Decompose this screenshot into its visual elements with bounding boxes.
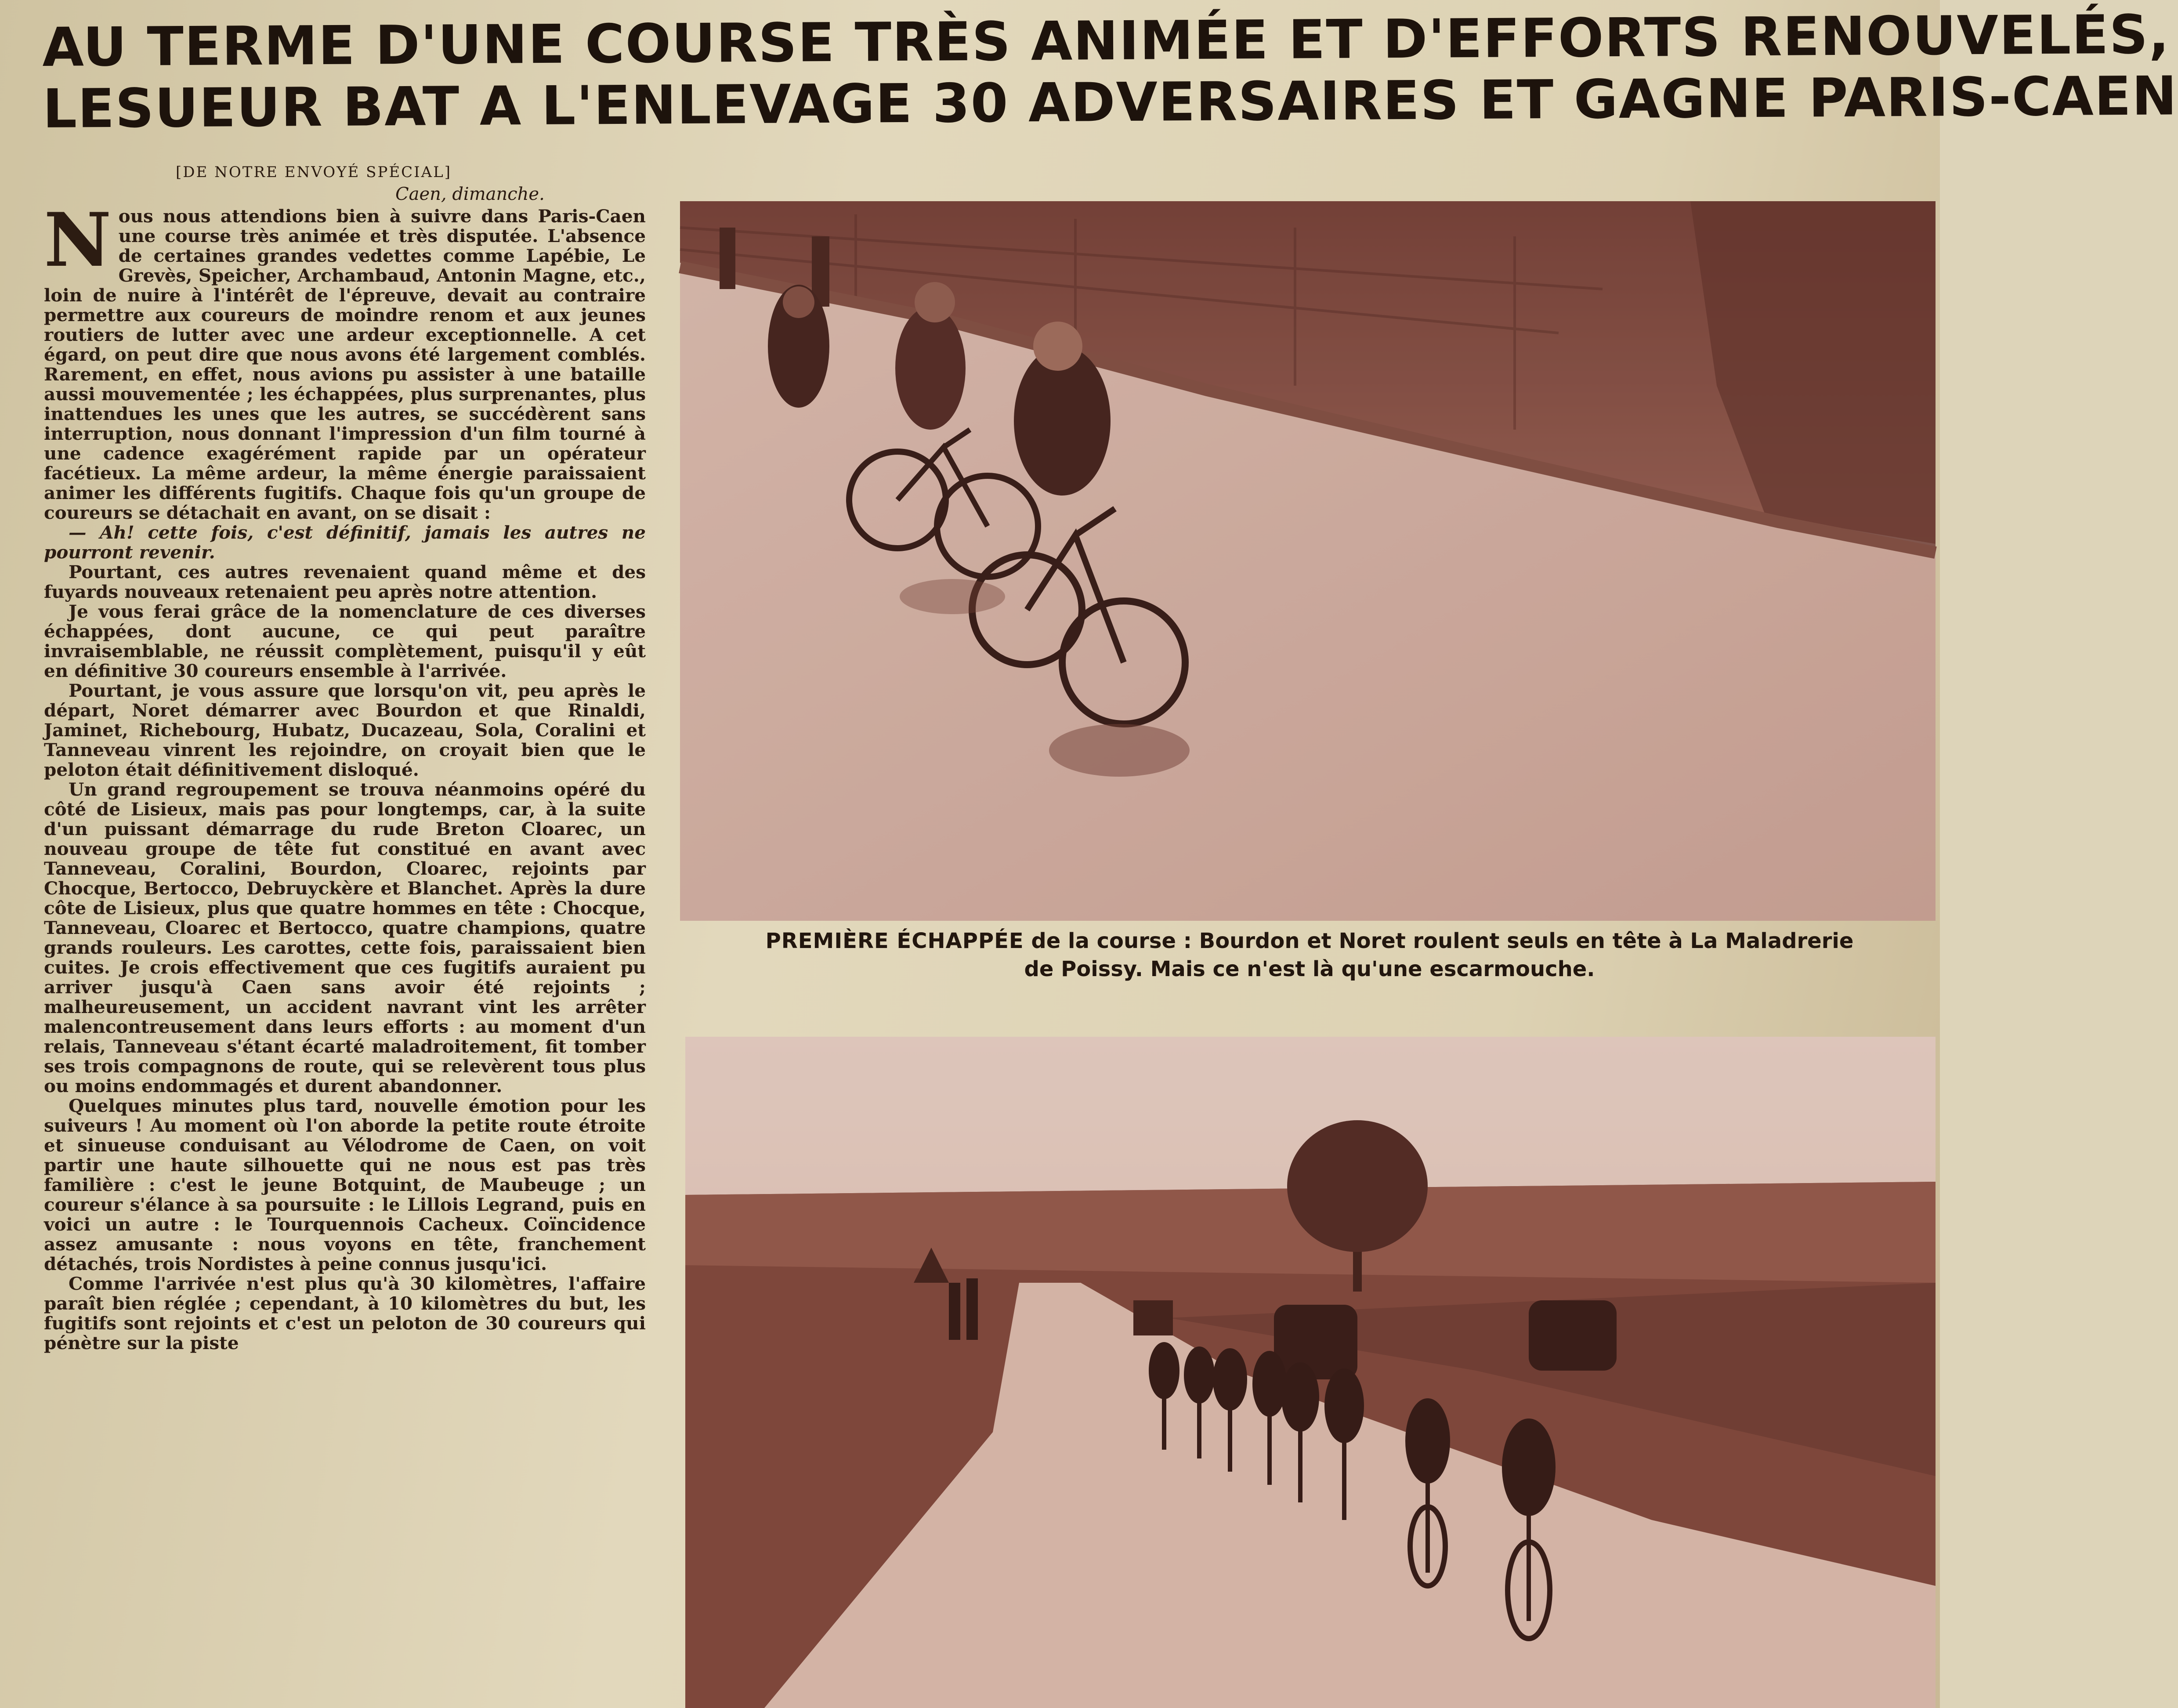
- article-paragraph: — Ah! cette fois, c'est définitif, jamais les autres ne pourront revenir.: [44, 522, 646, 563]
- dateline: Caen, dimanche.: [395, 184, 545, 204]
- headline: [42, 3, 2178, 140]
- byline: [DE NOTRE ENVOYÉ SPÉCIAL]: [176, 163, 452, 181]
- cyclists-illustration: [680, 201, 1936, 921]
- headline-line-2: LESUEUR BAT A L'ENLEVAGE 30 ADVERSAIRES ET GAGNE PARIS-CAEN: [42, 65, 2178, 140]
- photo-peloton-country-road: [685, 1037, 1936, 1708]
- caption-lead: PREMIÈRE ÉCHAPPÉE: [765, 929, 1024, 953]
- article-paragraph: Comme l'arrivée n'est plus qu'à 30 kilomètres, l'affaire paraît bien réglée ; cependant, à 10 kilomètres du but, les fugitifs sont rejoints et c'est un peloton de 30 coureurs qui pénètre sur la piste: [44, 1273, 646, 1353]
- article-paragraph: Pourtant, ces autres revenaient quand même et des fuyards nouveaux retenaient peu après notre attention.: [44, 561, 646, 602]
- article-paragraph: Quelques minutes plus tard, nouvelle émotion pour les suiveurs ! Au moment où l'on aborde la petite route étroite et sinueuse conduisant au Vélodrome de Caen, on voit partir une haute silhouette qui ne nous est pas très familière : c'est le jeune Botquint, de Maubeuge ; un coureur s'élance à sa poursuite : le Lillois Legrand, puis en voici un autre : le Tourquennois Cacheux. Coïncidence assez amusante : nous voyons en tête, franchement détachés, trois Nordistes à peine connus jusqu'ici.: [44, 1095, 646, 1274]
- peloton-illustration: [685, 1037, 1936, 1708]
- photo-breakaway-cyclists: [680, 201, 1936, 921]
- article-paragraph: Un grand regroupement se trouva néanmoins opéré du côté de Lisieux, mais pas pour longtemps, car, à la suite d'un puissant démarrage du rude Breton Cloarec, un nouveau groupe de tête fut constitué en avant avec Tanneveau, Coralini, Bourdon, Cloarec, rejoints par Chocque, Bertocco, Debruyckère et Blanchet. Après la dure côte de Lisieux, plus que quatre hommes en tête : Chocque, Tanneveau, Cloarec et Bertocco, quatre champions, quatre grands rouleurs. Les carottes, cette fois, paraissaient bien cuites. Je crois effectivement que ces fugitifs auraient pu arriver jusqu'à Caen sans avoir été rejoints ; malheureusement, un accident navrant vint les arrêter malencontreusement dans leurs efforts : au moment d'un relais, Tanneveau s'étant écarté maladroitement, fit tomber ses trois compagnons de route, qui se relevèrent tous plus ou moins endommagés et durent abandonner.: [44, 779, 646, 1096]
- article-column: [44, 163, 646, 1704]
- photo-caption: [684, 927, 1936, 983]
- caption-line-2: de Poissy. Mais ce n'est là qu'une escarmouche.: [1024, 957, 1595, 981]
- drop-cap: N: [44, 196, 112, 283]
- article-body: [44, 196, 646, 1353]
- article-paragraph: Pourtant, je vous assure que lorsqu'on vit, peu après le départ, Noret démarrer avec Bourdon et que Rinaldi, Jaminet, Richebourg, Hubatz, Ducazeau, Sola, Coralini et Tanneveau vinrent les rejoindre, on croyait bien que le peloton était définitivement disloqué.: [44, 680, 646, 780]
- caption-line-1: de la course : Bourdon et Noret roulent seuls en tête à La Maladrerie: [1024, 929, 1854, 953]
- article-paragraph: Nous nous attendions bien à suivre dans Paris-Caen une course très animée et très disputée. L'absence de certaines grandes vedettes comme Lapébie, Le Grevès, Speicher, Archambaud, Antonin Magne, etc., loin de nuire à l'intérêt de l'épreuve, devait au contraire permettre aux coureurs de moindre renom et aux jeunes routiers de lutter avec une ardeur exceptionnelle. A cet égard, on peut dire que nous avons été largement comblés. Rarement, en effet, nous avions pu assister à une bataille aussi mouvementée ; les échappées, plus surprenantes, plus inattendues les unes que les autres, se succédèrent sans interruption, nous donnant l'impression d'un film tourné à une cadence exagérément rapide par un opérateur facétieux. La même ardeur, la même énergie paraissaient animer les différents fugitifs. Chaque fois qu'un groupe de coureurs se détachait en avant, on se disait :: [44, 196, 646, 523]
- headline-line-1: AU TERME D'UNE COURSE TRÈS ANIMÉE ET D'EFFORTS RENOUVELÉS,: [42, 3, 2171, 79]
- article-paragraph: Je vous ferai grâce de la nomenclature de ces diverses échappées, dont aucune, ce qui peut paraître invraisemblable, ne réussit complètement, puisqu'il y eût en définitive 30 coureurs ensemble à l'arrivée.: [44, 601, 646, 681]
